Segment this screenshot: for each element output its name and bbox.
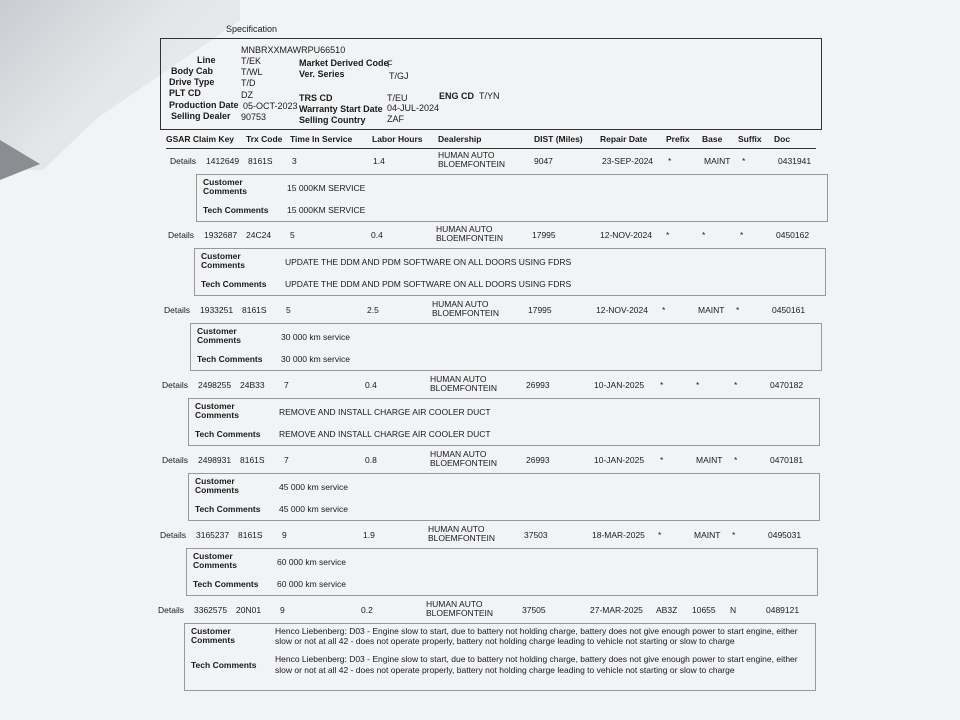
repair-date: 18-MAR-2025	[592, 530, 645, 540]
dealership-line1: HUMAN AUTO	[426, 599, 483, 609]
customer-comments-text: 60 000 km service	[277, 557, 346, 567]
repair-date: 23-SEP-2024	[602, 156, 654, 166]
eng-cd-value: T/YN	[479, 91, 500, 101]
customer-comments-label: Customer	[201, 251, 241, 261]
labor-hours: 0.2	[361, 605, 373, 615]
customer-comments-label-2: Comments	[203, 186, 247, 196]
eng-cd-label: ENG CD	[439, 91, 475, 101]
labor-hours: 1.4	[373, 156, 385, 166]
col-base: Base	[702, 134, 723, 144]
claim-key: 3362575	[194, 605, 228, 615]
table-row	[162, 451, 822, 521]
details-link[interactable]: Details	[168, 230, 194, 240]
claim-key: 2498255	[198, 380, 232, 390]
market-code-value: F	[387, 59, 393, 69]
repair-date: 12-NOV-2024	[596, 305, 648, 315]
base: *	[696, 380, 700, 390]
tech-comments-label: Tech Comments	[201, 279, 267, 289]
dist-miles: 9047	[534, 156, 553, 166]
comments-box	[196, 174, 828, 222]
tech-comments-label: Tech Comments	[195, 504, 261, 514]
dealership-line1: HUMAN AUTO	[430, 374, 487, 384]
col-time-in-service: Time In Service	[290, 134, 353, 144]
tech-comments-label: Tech Comments	[203, 205, 269, 215]
comments-box	[184, 623, 816, 691]
body-cab-value: T/WL	[241, 67, 263, 77]
claim-key: 2498931	[198, 455, 232, 465]
customer-comments-label-2: Comments	[191, 635, 235, 645]
tech-comments-label: Tech Comments	[193, 579, 259, 589]
dealership-line1: HUMAN AUTO	[436, 224, 493, 234]
base: MAINT	[696, 455, 723, 465]
doc: 0431941	[778, 156, 812, 166]
dealership-line2: BLOEMFONTEIN	[428, 533, 496, 543]
col-suffix: Suffix	[738, 134, 762, 144]
suffix: *	[740, 230, 744, 240]
time-in-service: 7	[284, 380, 289, 390]
customer-comments-label: Customer	[193, 551, 233, 561]
tech-comments-text: 45 000 km service	[279, 504, 348, 514]
tech-comments-text: 15 000KM SERVICE	[287, 205, 366, 215]
customer-comments-label-2: Comments	[201, 260, 245, 270]
dealership-line1: HUMAN AUTO	[438, 150, 495, 160]
dist-miles: 17995	[528, 305, 552, 315]
customer-comments-text: 15 000KM SERVICE	[287, 183, 366, 193]
repair-date: 12-NOV-2024	[600, 230, 652, 240]
base: MAINT	[698, 305, 725, 315]
col-labor-hours: Labor Hours	[372, 134, 423, 144]
doc: 0470181	[770, 455, 804, 465]
customer-comments-label-2: Comments	[195, 485, 239, 495]
details-link[interactable]: Details	[158, 605, 184, 615]
customer-comments-text: 45 000 km service	[279, 482, 348, 492]
customer-comments-label-2: Comments	[195, 410, 239, 420]
trx-code: 8161S	[248, 156, 273, 166]
col-prefix: Prefix	[666, 134, 690, 144]
claim-key: 1933251	[200, 305, 234, 315]
doc: 0450161	[772, 305, 806, 315]
trx-code: 20N01	[236, 605, 262, 615]
warranty-start-label: Warranty Start Date	[299, 104, 383, 114]
table-row	[158, 599, 818, 675]
prefix: *	[660, 455, 664, 465]
line-label: Line	[197, 55, 216, 65]
base: MAINT	[704, 156, 731, 166]
time-in-service: 5	[286, 305, 291, 315]
customer-comments-text: REMOVE AND INSTALL CHARGE AIR COOLER DUCT	[279, 407, 491, 417]
table-header	[166, 134, 816, 149]
trs-cd-value: T/EU	[387, 93, 408, 103]
drive-type-value: T/D	[241, 78, 256, 88]
table-row	[164, 301, 824, 371]
dealership-line2: BLOEMFONTEIN	[436, 233, 504, 243]
details-link[interactable]: Details	[164, 305, 190, 315]
trx-code: 24B33	[240, 380, 265, 390]
spec-box	[160, 38, 822, 130]
tech-comments-text: REMOVE AND INSTALL CHARGE AIR COOLER DUCT	[279, 429, 491, 439]
plt-cd-value: DZ	[241, 90, 253, 100]
dealership-line2: BLOEMFONTEIN	[426, 608, 494, 618]
tech-comments-label: Tech Comments	[197, 354, 263, 364]
drive-type-label: Drive Type	[169, 77, 215, 87]
repair-date: 27-MAR-2025	[590, 605, 643, 615]
details-link[interactable]: Details	[162, 455, 188, 465]
time-in-service: 5	[290, 230, 295, 240]
comments-box	[190, 323, 822, 371]
dist-miles: 37503	[524, 530, 548, 540]
details-link[interactable]: Details	[160, 530, 186, 540]
customer-comments-label: Customer	[203, 177, 243, 187]
ver-series-label: Ver. Series	[299, 69, 345, 79]
selling-country-label: Selling Country	[299, 115, 366, 125]
customer-comments-text-2: slow or not at all 42 - does not operate properly, battery not holding charge leading to vehicle not starting or slow to charge	[275, 636, 735, 646]
trx-code: 8161S	[242, 305, 267, 315]
tech-comments-text: 30 000 km service	[281, 354, 350, 364]
suffix: *	[742, 156, 746, 166]
claim-key: 1932687	[204, 230, 238, 240]
ver-series-value: T/GJ	[389, 71, 409, 81]
base: *	[702, 230, 706, 240]
labor-hours: 0.4	[365, 380, 377, 390]
prefix: *	[660, 380, 664, 390]
selling-dealer-label: Selling Dealer	[171, 111, 231, 121]
labor-hours: 2.5	[367, 305, 379, 315]
prefix: *	[668, 156, 672, 166]
suffix: *	[734, 455, 738, 465]
dealership-line2: BLOEMFONTEIN	[430, 458, 498, 468]
time-in-service: 9	[282, 530, 287, 540]
col-dist: DIST (Miles)	[534, 134, 583, 144]
customer-comments-label-2: Comments	[197, 335, 241, 345]
details-link[interactable]: Details	[162, 380, 188, 390]
selling-country-value: ZAF	[387, 114, 404, 124]
dist-miles: 26993	[526, 455, 550, 465]
customer-comments-text-1: Henco Liebenberg: D03 - Engine slow to start, due to battery not holding charge, battery does not give enough power to start engine, either	[275, 626, 798, 636]
table-row	[170, 152, 830, 222]
doc: 0470182	[770, 380, 804, 390]
prefix: *	[662, 305, 666, 315]
prefix: *	[666, 230, 670, 240]
trx-code: 8161S	[240, 455, 265, 465]
suffix: *	[736, 305, 740, 315]
repair-date: 10-JAN-2025	[594, 380, 645, 390]
customer-comments-label: Customer	[191, 626, 231, 636]
labor-hours: 0.4	[371, 230, 383, 240]
suffix: *	[734, 380, 738, 390]
production-date-label: Production Date	[169, 100, 239, 110]
comments-box	[188, 473, 820, 521]
customer-comments-label: Customer	[195, 476, 235, 486]
labor-hours: 1.9	[363, 530, 375, 540]
market-code-label: Market Derived Code	[299, 58, 389, 68]
tech-comments-text-2: slow or not at all 42 - does not operate properly, battery not holding charge leading to vehicle not starting or slow to charge	[275, 665, 735, 675]
tech-comments-label: Tech Comments	[195, 429, 261, 439]
dealership-line2: BLOEMFONTEIN	[438, 159, 506, 169]
claim-key: 3165237	[196, 530, 230, 540]
labor-hours: 0.8	[365, 455, 377, 465]
col-repair-date: Repair Date	[600, 134, 648, 144]
customer-comments-text: 30 000 km service	[281, 332, 350, 342]
dealership-line1: HUMAN AUTO	[432, 299, 489, 309]
trs-cd-label: TRS CD	[299, 93, 333, 103]
production-date-value: 05-OCT-2023	[243, 101, 298, 111]
col-trx-code: Trx Code	[246, 134, 283, 144]
comments-box	[186, 548, 818, 596]
vin-value: MNBRXXMAWRPU66510	[241, 45, 346, 55]
customer-comments-label: Customer	[195, 401, 235, 411]
dist-miles: 17995	[532, 230, 556, 240]
trx-code: 24C24	[246, 230, 272, 240]
table-row	[168, 226, 828, 296]
warranty-start-value: 04-JUL-2024	[387, 103, 440, 113]
table-row	[162, 376, 822, 446]
trx-code: 8161S	[238, 530, 263, 540]
doc: 0450162	[776, 230, 810, 240]
col-dealership: Dealership	[438, 134, 482, 144]
tech-comments-text: UPDATE THE DDM AND PDM SOFTWARE ON ALL DOORS USING FDRS	[285, 279, 572, 289]
plt-cd-label: PLT CD	[169, 88, 201, 98]
details-link[interactable]: Details	[170, 156, 196, 166]
customer-comments-label: Customer	[197, 326, 237, 336]
suffix: N	[730, 605, 737, 615]
col-doc: Doc	[774, 134, 791, 144]
spec-title: Specification	[226, 24, 278, 34]
repair-date: 10-JAN-2025	[594, 455, 645, 465]
comments-box	[194, 248, 826, 296]
prefix: *	[658, 530, 662, 540]
tech-comments-text: 60 000 km service	[277, 579, 346, 589]
prefix: AB3Z	[656, 605, 678, 615]
dist-miles: 26993	[526, 380, 550, 390]
dealership-line1: HUMAN AUTO	[428, 524, 485, 534]
selling-dealer-value: 90753	[241, 112, 267, 122]
line-value: T/EK	[241, 56, 262, 66]
time-in-service: 7	[284, 455, 289, 465]
body-cab-label: Body Cab	[171, 66, 214, 76]
customer-comments-text: UPDATE THE DDM AND PDM SOFTWARE ON ALL DOORS USING FDRS	[285, 257, 572, 267]
dealership-line2: BLOEMFONTEIN	[430, 383, 498, 393]
claim-key: 1412649	[206, 156, 240, 166]
suffix: *	[732, 530, 736, 540]
col-claim-key: GSAR Claim Key	[166, 134, 235, 144]
dealership-line2: BLOEMFONTEIN	[432, 308, 500, 318]
base: 10655	[692, 605, 716, 615]
table-row	[160, 526, 820, 596]
dealership-line1: HUMAN AUTO	[430, 449, 487, 459]
dist-miles: 37505	[522, 605, 546, 615]
time-in-service: 3	[292, 156, 297, 166]
customer-comments-label-2: Comments	[193, 560, 237, 570]
tech-comments-label: Tech Comments	[191, 660, 257, 670]
doc: 0495031	[768, 530, 802, 540]
tech-comments-text-1: Henco Liebenberg: D03 - Engine slow to start, due to battery not holding charge, battery does not give enough power to start engine, either	[275, 654, 798, 664]
time-in-service: 9	[280, 605, 285, 615]
doc: 0489121	[766, 605, 800, 615]
comments-box	[188, 398, 820, 446]
base: MAINT	[694, 530, 721, 540]
